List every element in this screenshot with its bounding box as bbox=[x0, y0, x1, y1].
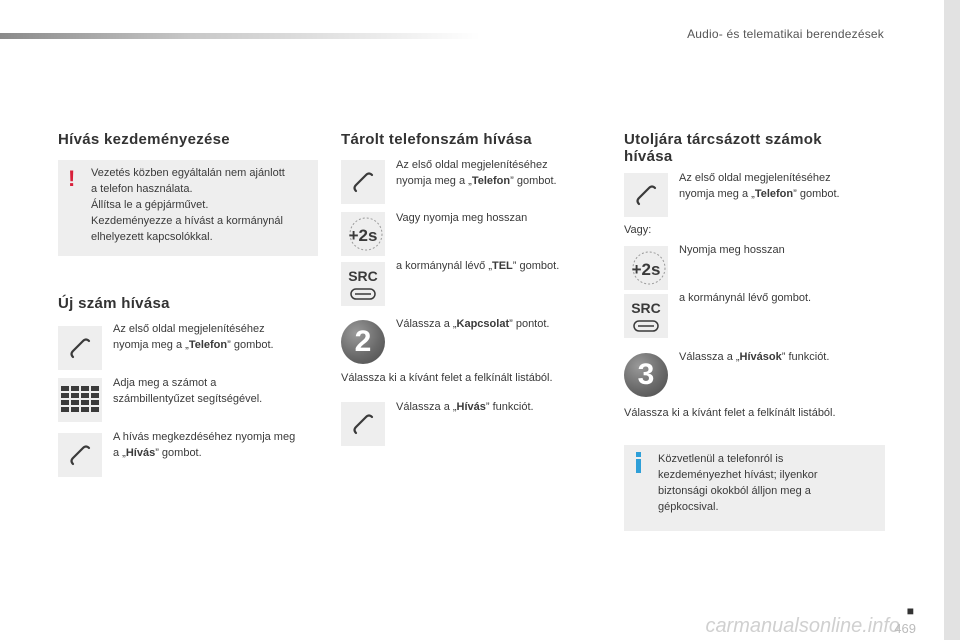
hold-timer-icon bbox=[625, 247, 667, 289]
col3-step2-text: Nyomja meg hosszan bbox=[679, 244, 785, 256]
warning-text: Vezetés közben egyáltalán nem ajánlott a telefon használata. Állítsa le a gépjárművet. Kezdeményezze a hívást a kormánynál elhelyezett kapcsolókkal. bbox=[91, 167, 285, 243]
col2-step3-text: a kormánynál lévő „TEL” gombot. bbox=[396, 260, 560, 272]
hold-label: +2s bbox=[348, 226, 378, 245]
col1-step2-text: Adja meg a számot a számbillentyűzet segítségével. bbox=[113, 377, 263, 405]
col2-step6-text: Válassza a „Hívás” funkciót. bbox=[396, 401, 534, 413]
header-title: Audio- és telematikai berendezések bbox=[687, 27, 884, 41]
section-title-last-dialed: Utoljára tárcsázott számok hívása bbox=[624, 131, 822, 165]
step-badge-2: 2 bbox=[341, 320, 385, 364]
col3-step1-text: Az első oldal megjelenítéséhez nyomja meg a „Telefon” gombot. bbox=[679, 172, 840, 200]
phone-handset-icon bbox=[65, 440, 95, 470]
phone-button-icon bbox=[341, 160, 385, 204]
step-badge-3: 3 bbox=[624, 353, 668, 397]
warning-icon: ! bbox=[68, 166, 76, 191]
info-text: Közvetlenül a telefonról is kezdeményezhet hívást; ilyenkor biztonsági okokból álljon meg a gépkocsival. bbox=[658, 453, 818, 513]
src-tel-icon-box bbox=[341, 262, 385, 306]
col3-step3-text: a kormánynál lévő gombot. bbox=[679, 292, 812, 304]
header-gradient-bar bbox=[0, 33, 480, 39]
phone-button-icon bbox=[58, 326, 102, 370]
src-label: SRC bbox=[348, 268, 378, 284]
keypad-icon bbox=[61, 386, 99, 414]
src-icon-box bbox=[624, 294, 668, 338]
call-button-icon bbox=[58, 433, 102, 477]
page-number: 469 bbox=[894, 621, 916, 636]
col1-step1-text: Az első oldal megjelenítéséhez nyomja meg a „Telefon” gombot. bbox=[113, 323, 274, 351]
call-button-icon bbox=[341, 402, 385, 446]
hold-timer-icon bbox=[342, 213, 384, 255]
src-label: SRC bbox=[631, 300, 661, 316]
info-icon bbox=[636, 452, 641, 473]
watermark: carmanualsonline.info bbox=[705, 615, 900, 637]
footer-bullet: ■ bbox=[906, 604, 914, 618]
col2-step2-text: Vagy nyomja meg hosszan bbox=[396, 212, 528, 224]
hold-label: +2s bbox=[631, 260, 661, 279]
section-title-stored-number: Tárolt telefonszám hívása bbox=[341, 131, 532, 148]
col3-step5-text: Válassza ki a kívánt felet a felkínált listából. bbox=[624, 407, 836, 419]
phone-handset-icon bbox=[348, 167, 378, 197]
keypad-icon-box bbox=[58, 378, 102, 422]
col2-step1-text: Az első oldal megjelenítéséhez nyomja meg a „Telefon” gombot. bbox=[396, 159, 557, 187]
section-title-call-init: Hívás kezdeményezése bbox=[58, 131, 230, 148]
col3-step4-text: Válassza a „Hívások” funkciót. bbox=[679, 351, 830, 363]
steering-src-icon bbox=[626, 297, 666, 335]
col2-step5-text: Válassza ki a kívánt felet a felkínált listából. bbox=[341, 372, 553, 384]
section-title-new-number: Új szám hívása bbox=[58, 295, 170, 312]
col1-step3-text: A hívás megkezdéséhez nyomja meg a „Hívás” gombot. bbox=[113, 431, 296, 459]
phone-handset-icon bbox=[631, 180, 661, 210]
phone-button-icon bbox=[624, 173, 668, 217]
page-side-strip bbox=[944, 0, 960, 640]
hold-2s-icon-box bbox=[341, 212, 385, 256]
steering-src-icon bbox=[343, 265, 383, 303]
phone-handset-icon bbox=[348, 409, 378, 439]
col3-or-text: Vagy: bbox=[624, 224, 652, 236]
hold-2s-icon-box bbox=[624, 246, 668, 290]
col2-step4-text: Válassza a „Kapcsolat” pontot. bbox=[396, 318, 550, 330]
phone-handset-icon bbox=[65, 333, 95, 363]
